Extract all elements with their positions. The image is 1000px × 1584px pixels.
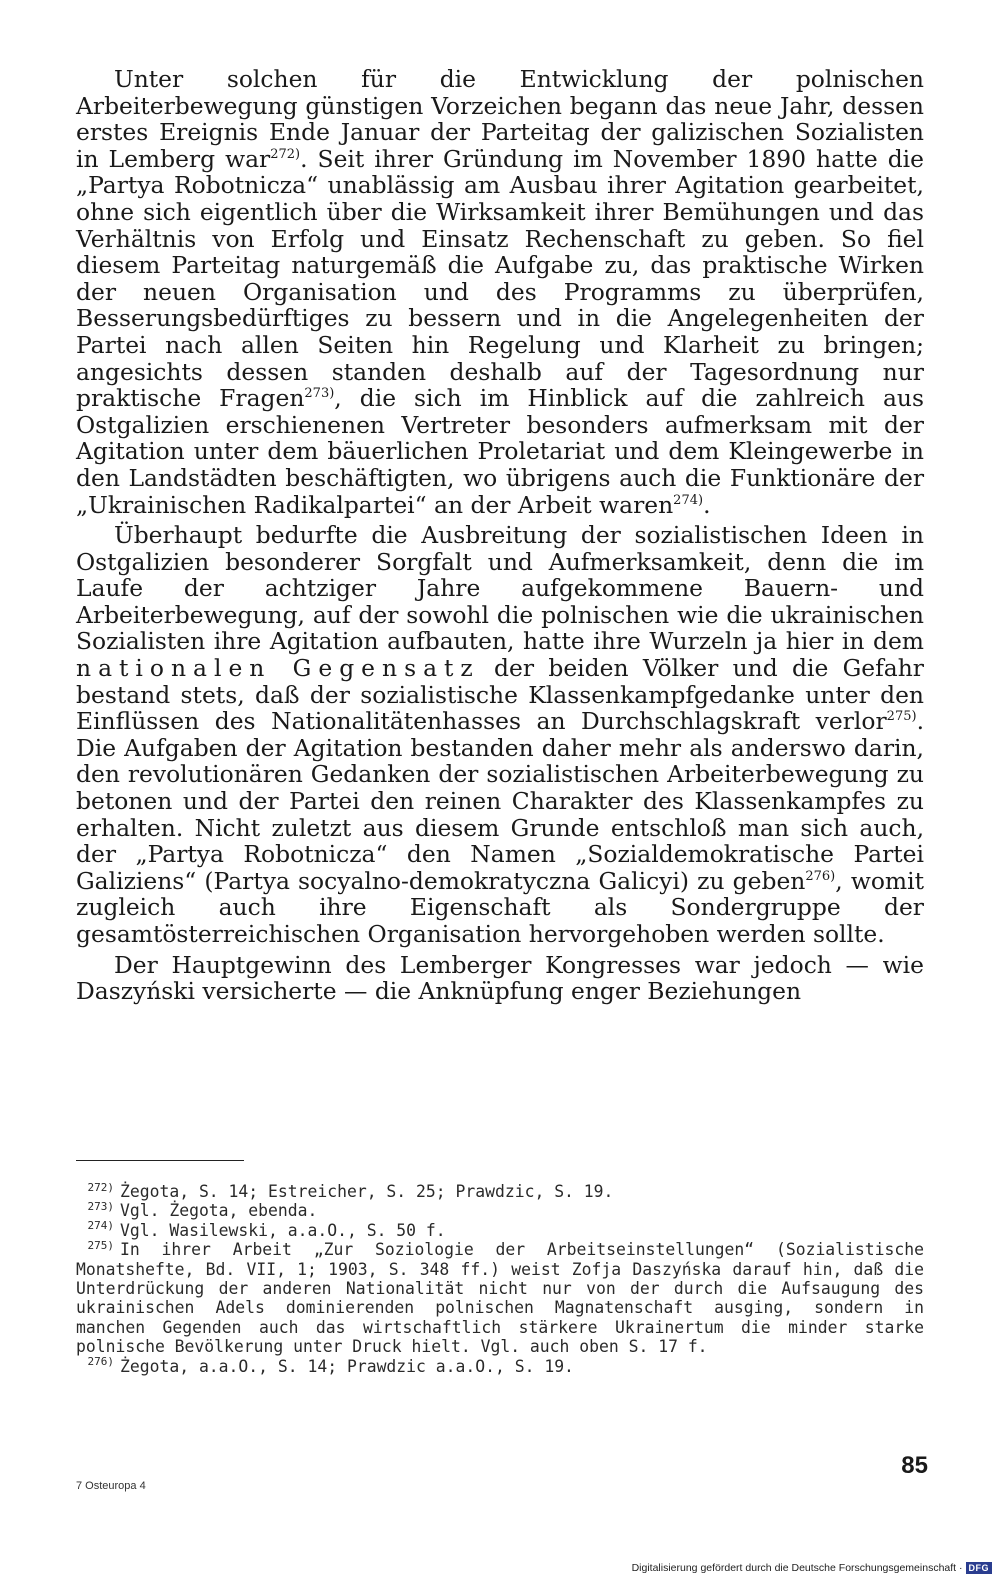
footnote-275: 275) In ihrer Arbeit „Zur Soziologie der Arbeitseinstellungen“ (Sozialistische Monatshefte, Bd. VII, 1; 1903, S. 348 ff.) weist Zofja Daszyńska darauf hin, daß die Unterdrückung der anderen Nationalität nicht nur von der durch die Aufsaugung des ukrainischen Adels dominierenden polnischen Magnatenschaft ausging, sondern in manchen Gegenden auch das wirtschaftlich stärkere Ukrainertum die minder starke polnische Bevölkerung unter Druck hielt. Vgl. auch oben S. 17 f. — [76, 1238, 924, 1357]
footnote-text: Vgl. Żegota, ebenda. — [120, 1201, 318, 1221]
emphasized-text: nationalen Gegensatz — [76, 654, 480, 683]
footnote-272: 272) Żegota, S. 14; Estreicher, S. 25; Prawdzic, S. 19. — [87, 1180, 614, 1201]
text-run: . — [703, 490, 711, 519]
text-run: Unter solchen für die Entwicklung der polnischen Arbeiterbewegung günstigen Vorzeichen begann das neue Jahr, dessen erstes Ereignis Ende Januar der Parteitag der galizischen Sozialisten in Lemberg war — [76, 65, 924, 173]
footnote-text: Żegota, a.a.O., S. 14; Prawdzic a.a.O., S. 19. — [120, 1356, 574, 1376]
text-run: der beiden Völker und die Gefahr bestand stets, daß der sozialistische Klassenkampfgedanke unter den Einflüssen des Nationalitätenhasses an Durchschlagskraft verlor — [76, 654, 924, 736]
dfg-logo[interactable]: DFG — [966, 1562, 993, 1574]
text-run: . Die Aufgaben der Agitation bestanden daher mehr als anderswo darin, den revolutionären Gedanken der sozialistischen Arbeiterbewegung zu betonen und der Partei den reinen Charakter des Klassenkampfes zu erhalten. Nicht zuletzt aus diesem Grunde entschloß man sich auch, der „Partya Robotnicza“ den Namen „Sozialdemokratische Partei Galiziens“ (Partya socyalno-demokratyczna Galicyi) zu geben — [76, 707, 924, 895]
digitization-credit — [632, 1562, 992, 1574]
text-run: Überhaupt bedurfte die Ausbreitung der sozialistischen Ideen in Ostgalizien besonderer Sorgfalt und Aufmerksamkeit, denn die im Laufe der achtziger Jahre aufgekommene Bauern- und Arbeiterbewegung, auf der sowohl die polnischen wie die ukrainischen Sozialisten ihre Agitation aufbauten, hatte ihre Wurzeln ja hier in dem — [76, 521, 924, 656]
footnote-text: Żegota, S. 14; Estreicher, S. 25; Prawdzic, S. 19. — [120, 1182, 614, 1201]
paragraph-2 — [76, 522, 924, 948]
text-run: , die sich im Hinblick auf die zahlreich aus Ostgalizien erschienenen Vertreter besonders aufmerksam mit der Agitation unter dem bäuerlichen Proletariat und dem Kleingewerbe in den Landstädten beschäftigten, wo übrigens auch die Funktionäre der „Ukrainischen Radikalpartei“ an der Arbeit waren — [76, 384, 924, 519]
footnote-ref-272[interactable]: 272) — [270, 146, 301, 162]
printer-signature: 7 Osteuropa 4 — [76, 1480, 146, 1492]
page-number: 85 — [901, 1452, 928, 1479]
footnote-text: In ihrer Arbeit „Zur Soziologie der Arbeitseinstellungen“ (Sozialistische Monatshefte, Bd. VII, 1; 1903, S. 348 ff.) weist Zofja Daszyńska darauf hin, daß die Unterdrückung der anderen Nationalität nicht nur von der durch die Aufsaugung des ukrainischen Adels dominierenden polnischen Magnatenschaft ausging, sondern in manchen Gegenden auch das wirtschaftlich stärkere Ukrainertum die minder starke polnische Bevölkerung unter Druck hielt. Vgl. auch oben S. 17 f. — [76, 1240, 924, 1357]
footnote-divider — [76, 1160, 244, 1161]
footnote-ref-276[interactable]: 276) — [805, 869, 836, 885]
text-run: . Seit ihrer Gründung im November 1890 hatte die „Partya Robotnicza“ unablässig am Ausbau ihrer Agitation gearbeitet, ohne sich eigentlich über die Wirksamkeit ihrer Bemühungen und das Verhältnis von Erfolg und Einsatz Rechenschaft zu geben. So fiel diesem Parteitag naturgemäß die Aufgabe zu, das praktische Wirken der neuen Organisation und des Programms zu überprüfen, Besserungsbedürftiges zu bessern und in die Angelegenheiten der Partei nach allen Seiten hin Regelung und Klarheit zu bringen; angesichts dessen standen deshalb auf der Tagesordnung nur praktische Fragen — [76, 144, 925, 413]
footnotes — [76, 1182, 924, 1376]
footnote-273: 273) Vgl. Żegota, ebenda. — [87, 1199, 318, 1221]
footnote-276: 276) Żegota, a.a.O., S. 14; Prawdzic a.a.O., S. 19. — [87, 1355, 574, 1376]
footnote-ref-275[interactable]: 275) — [886, 709, 917, 725]
main-text — [76, 66, 924, 1005]
footnote-ref-273[interactable]: 273) — [304, 386, 335, 402]
credit-text: Digitalisierung gefördert durch die Deutsche Forschungsgemeinschaft · — [631, 1562, 963, 1574]
paragraph-1 — [76, 66, 924, 518]
text-run: , womit zugleich auch ihre Eigenschaft als Sondergruppe der gesamtösterreichischen Organisation hervorgehoben werden sollte. — [76, 866, 924, 948]
footnote-text: Vgl. Wasilewski, a.a.O., S. 50 f. — [120, 1220, 446, 1240]
footnote-ref-274[interactable]: 274) — [673, 492, 704, 508]
paragraph-3: Der Hauptgewinn des Lemberger Kongresses war jedoch — wie Daszyński versicherte — die Anknüpfung enger Beziehungen — [76, 950, 924, 1006]
footnote-274: 274) Vgl. Wasilewski, a.a.O., S. 50 f. — [87, 1219, 446, 1240]
